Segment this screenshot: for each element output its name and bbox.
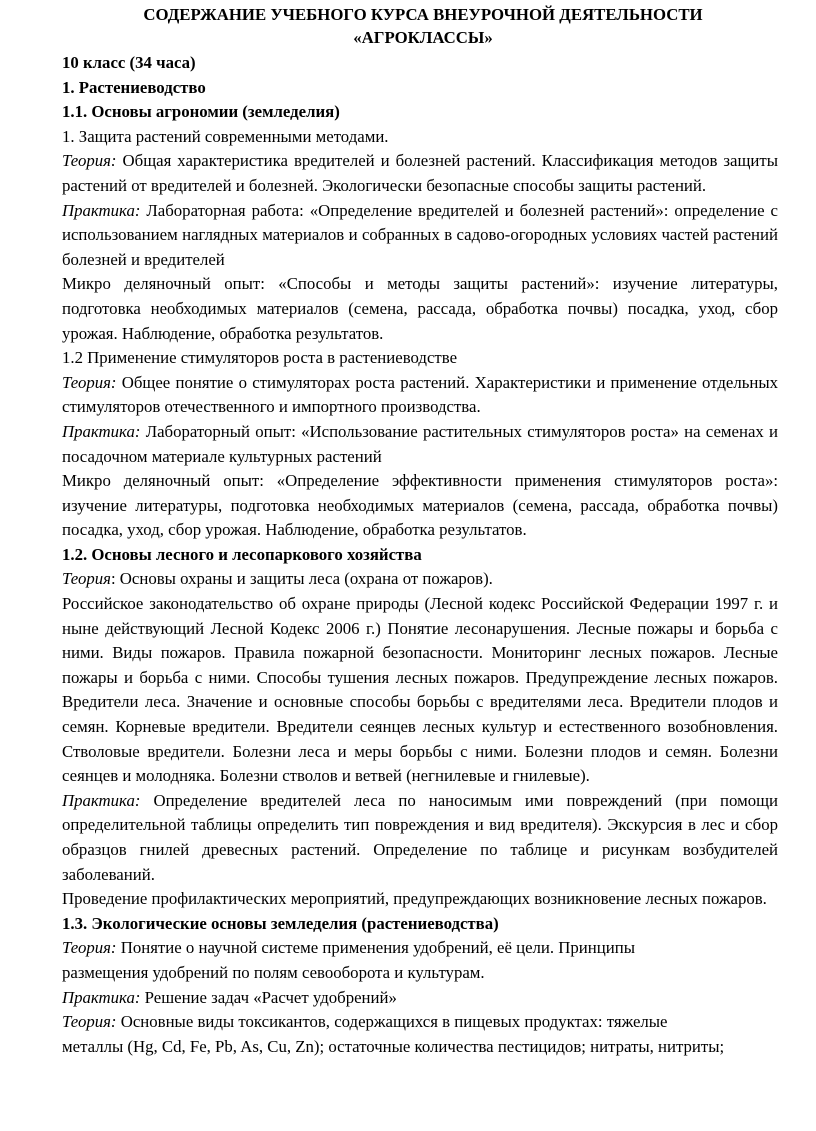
topic-2-practice-text: Лабораторный опыт: «Использование растительных стимуляторов роста» на семенах и посадочном материале культурных растений: [62, 421, 778, 466]
forest-practice-text: Определение вредителей леса по наносимым ими повреждений (при помощи определительной таблицы определить тип повреждения и вид вредителя). Экскурсия в лес и сбор образцов гнилей древесных растений. Определение по таблице и рисункам возбудителей заболеваний.: [62, 790, 778, 884]
forest-practice: [62, 789, 778, 887]
subsection-heading-1-3: 1.3. Экологические основы земледелия (растениеводства): [62, 913, 499, 933]
topic-2-theory: [62, 371, 778, 420]
topic-1-theory-text: Общая характеристика вредителей и болезней растений. Классификация методов защиты растений от вредителей и болезней. Экологически безопасные способы защиты растений.: [62, 151, 778, 195]
topic-1-practice: [62, 199, 778, 273]
theory-label: Теория:: [62, 1012, 117, 1032]
subsection-heading-1-1: 1.1. Основы агрономии (земледелия): [62, 102, 340, 122]
title-line-2: «АГРОКЛАССЫ»: [353, 27, 493, 47]
topic-2-practice: [62, 420, 778, 469]
theory-label: Теория:: [62, 372, 117, 392]
eco-theory-2-line-1: Основные виды токсикантов, содержащихся в пищевых продуктах: тяжелые: [116, 1012, 668, 1032]
grade-heading: 10 класс (34 часа): [62, 53, 196, 72]
topic-2-heading: 1.2 Применение стимуляторов роста в растениеводстве: [62, 348, 458, 368]
eco-theory-1: [62, 936, 778, 985]
topic-1-heading: 1. Защита растений современными методами.: [62, 126, 389, 146]
forest-body: Российское законодательство об охране природы (Лесной кодекс Российской Федерации 1997 г. и ныне действующий Лесной Кодекс 2006 г.) Понятие лесонарушения. Лесные пожары и борьба с ними. Виды пожаров. Правила пожарной безопасности. Мониторинг лесных пожаров. Лесные пожары и борьба с ними. Способы тушения лесных пожаров. Предупреждение лесных пожаров. Вредители леса. Значение и основные способы борьбы с вредителями леса. Вредители плодов и семян. Корневые вредители. Вредители сеянцев лесных культур и естественного возобновления. Стволовые вредители. Болезни леса и меры борьбы с ними. Болезни плодов и семян. Болезни сеянцев и молодняка. Болезни стволов и ветвей (негнилевые и гнилевые).: [62, 594, 778, 786]
section-heading-1: 1. Растениеводство: [62, 77, 206, 97]
eco-theory-1-line-1: Понятие о научной системе применения удобрений, её цели. Принципы: [116, 938, 635, 958]
eco-practice: [62, 986, 778, 1011]
topic-1-practice-text: Лабораторная работа: «Определение вредителей и болезней растений»: определение с использованием наглядных материалов и собранных в садово-огородных условиях частей растений болезней и вредителей: [62, 200, 778, 269]
topic-2-theory-text: Общее понятие о стимуляторах роста растений. Характеристики и применение отдельных стимуляторов отечественного и импортного производства.: [62, 372, 778, 417]
eco-theory-1-line-2: размещения удобрений по полям севооборота и культурам.: [62, 962, 485, 982]
topic-1-micro-experiment: Микро деляночный опыт: «Способы и методы защиты растений»: изучение литературы, подготовка необходимых материалов (семена, рассада, обработка почвы) посадка, уход, сбор урожая. Наблюдение, обработка результатов.: [62, 274, 778, 343]
theory-label: Теория:: [62, 151, 117, 171]
eco-practice-text: Решение задач «Расчет удобрений»: [140, 987, 397, 1007]
theory-label: Теория:: [62, 938, 117, 958]
forest-theory-text: : Основы охраны и защиты леса (охрана от пожаров).: [110, 569, 493, 589]
forest-prevention: Проведение профилактических мероприятий, предупреждающих возникновение лесных пожаров.: [62, 889, 767, 909]
practice-label: Практика:: [62, 421, 141, 441]
eco-theory-2-line-2: металлы (Hg, Cd, Fe, Pb, As, Cu, Zn); остаточные количества пестицидов; нитраты, нитриты;: [62, 1036, 725, 1056]
forest-theory: [62, 567, 778, 592]
theory-label: Теория: [62, 569, 111, 589]
practice-label: Практика:: [62, 987, 141, 1007]
topic-1-theory: [62, 149, 778, 198]
topic-2-micro-experiment: Микро деляночный опыт: «Определение эффективности применения стимуляторов роста»: изучение литературы, подготовка необходимых материалов (семена, рассада, обработка почвы) посадка, уход, сбор урожая. Наблюдение, обработка результатов.: [62, 471, 778, 540]
subsection-heading-1-2: 1.2. Основы лесного и лесопаркового хозяйства: [62, 544, 422, 564]
eco-theory-2: [62, 1010, 778, 1059]
practice-label: Практика:: [62, 790, 141, 810]
title-line-1: СОДЕРЖАНИЕ УЧЕБНОГО КУРСА ВНЕУРОЧНОЙ ДЕЯТЕЛЬНОСТИ: [143, 5, 703, 24]
practice-label: Практика:: [62, 200, 141, 220]
